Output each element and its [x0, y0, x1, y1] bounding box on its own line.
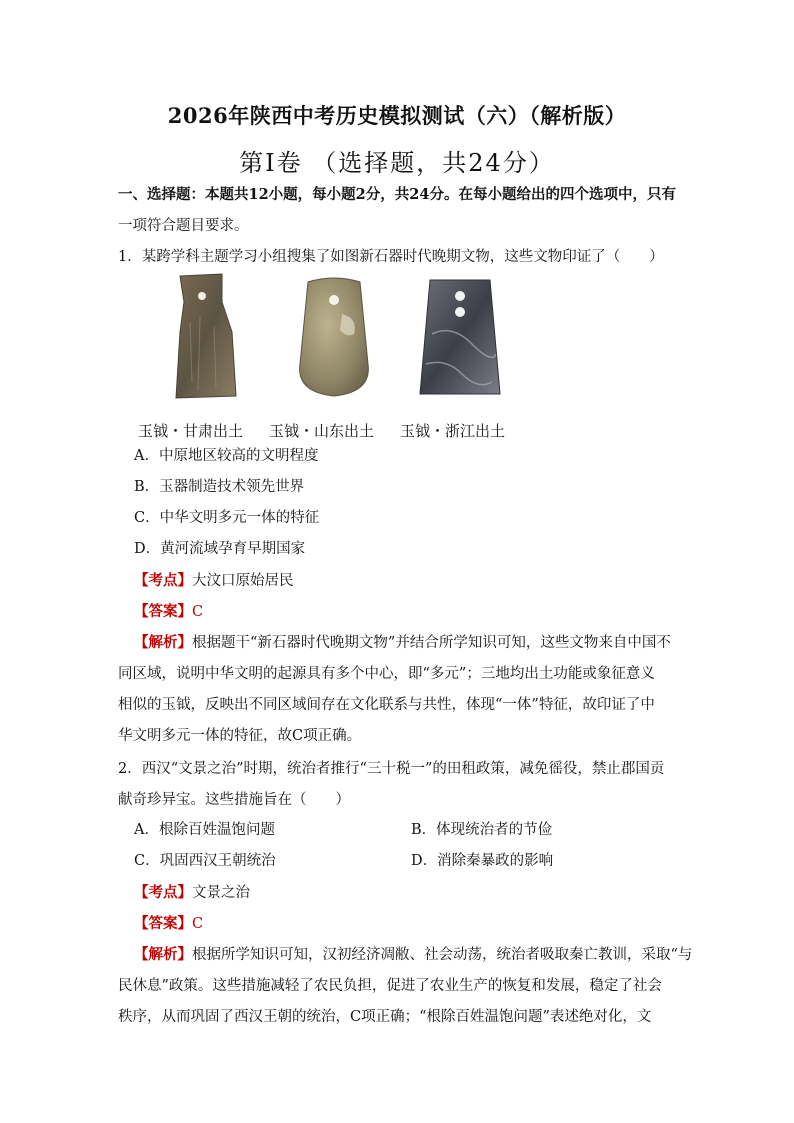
question-2-stem-line-2: 献奇珍异宝。这些措施旨在（ ） — [118, 792, 350, 808]
q1-analysis-line-1 — [134, 633, 694, 653]
q1-answer — [134, 602, 694, 622]
q2-answer — [134, 914, 694, 934]
q1-point-tag: 【考点】 — [134, 572, 192, 589]
q1-option-c: C．中华文明多元一体的特征 — [134, 510, 320, 526]
q2-answer-text: C — [192, 916, 204, 932]
q1-point-text: 大汶口原始居民 — [192, 573, 294, 589]
q1-option-a: A．中原地区较高的文明程度 — [134, 448, 319, 464]
artifact-caption-shandong: 玉钺・山东出土 — [269, 422, 375, 440]
question-1-stem: 1．某跨学科主题学习小组搜集了如图新石器时代晚期文物，这些文物印证了（ ） — [118, 249, 664, 265]
q1-analysis-line-2: 同区域，说明中华文明的起源具有多个中心，即“多元”；三地均出土功能或象征意义 — [118, 666, 655, 682]
q2-option-b: B．体现统治者的节俭 — [411, 822, 553, 838]
q2-point-text: 文景之治 — [192, 885, 250, 901]
q1-point — [134, 571, 694, 591]
instructions-line-1: 一、选择题：本题共12小题，每小题2分，共24分。在每小题给出的四个选项中，只有 — [118, 186, 676, 203]
artifact-caption-zhejiang: 玉钺・浙江出土 — [400, 422, 506, 440]
q1-analysis-line-4: 华文明多元一体的特征，故C项正确。 — [118, 728, 362, 744]
q2-analysis-text-1: 根据所学知识可知，汉初经济凋敝、社会动荡，统治者吸取秦亡教训，采取“与 — [192, 947, 693, 963]
question-2-stem-line-1: 2．西汉“文景之治”时期，统治者推行“三十税一”的田租政策，减免徭役，禁止郡国贡 — [118, 761, 665, 777]
q2-point-tag: 【考点】 — [134, 884, 192, 901]
jade-axe-shandong-image — [286, 274, 382, 400]
section-title: 第Ⅰ卷 （选择题，共24分） — [239, 149, 555, 177]
q2-option-c: C．巩固西汉王朝统治 — [134, 853, 276, 869]
q1-answer-tag: 【答案】 — [134, 603, 192, 620]
jade-axe-zhejiang-image — [412, 274, 508, 400]
instructions-line-2: 一项符合题目要求。 — [118, 218, 249, 234]
q2-analysis-line-2: 民休息”政策。这些措施减轻了农民负担，促进了农业生产的恢复和发展，稳定了社会 — [118, 978, 662, 994]
q1-analysis-line-3: 相似的玉钺，反映出不同区域间存在文化联系与共性，体现“一体”特征，故印证了中 — [118, 697, 655, 713]
q2-answer-tag: 【答案】 — [134, 915, 192, 932]
q1-analysis-tag: 【解析】 — [134, 634, 192, 651]
q2-option-a: A．根除百姓温饱问题 — [134, 822, 275, 838]
q2-point — [134, 883, 694, 903]
q1-answer-text: C — [192, 604, 204, 620]
q1-analysis-text-1: 根据题干“新石器时代晚期文物”并结合所学知识可知，这些文物来自中国不 — [192, 635, 671, 651]
q2-option-d: D．消除秦暴政的影响 — [411, 853, 554, 869]
q2-analysis-line-1 — [134, 945, 694, 965]
q2-analysis-line-3: 秩序，从而巩固了西汉王朝的统治，C项正确；“根除百姓温饱问题”表述绝对化，文 — [118, 1009, 652, 1025]
page-title: 2026年陕西中考历史模拟测试（六）（解析版） — [167, 103, 627, 128]
q2-analysis-tag: 【解析】 — [134, 946, 192, 963]
artifact-caption-gansu: 玉钺・甘肃出土 — [138, 422, 244, 440]
q1-option-d: D．黄河流域孕育早期国家 — [134, 541, 306, 557]
jade-axe-gansu-image — [170, 272, 242, 400]
q1-option-b: B．玉器制造技术领先世界 — [134, 479, 305, 495]
